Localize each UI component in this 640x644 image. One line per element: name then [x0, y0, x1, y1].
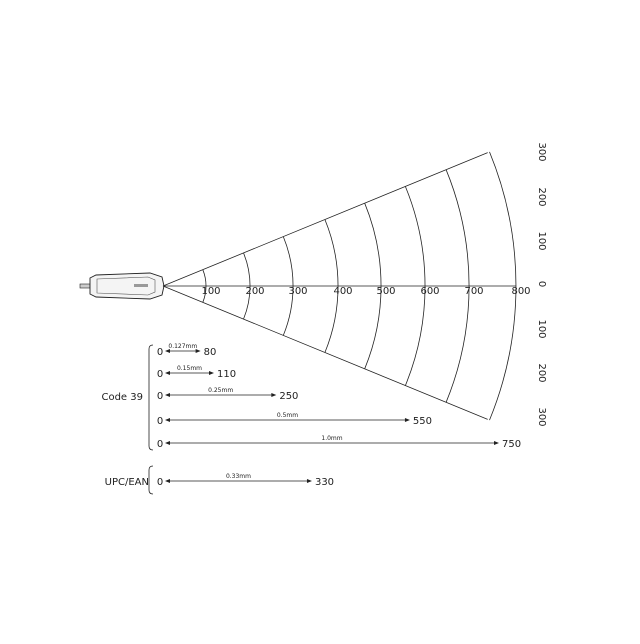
h-tick-label: 400	[333, 286, 353, 297]
h-tick-label: 600	[420, 286, 440, 297]
v-tick-label: 300	[536, 407, 547, 427]
row-end-label: 750	[502, 439, 522, 450]
h-tick-label: 700	[464, 286, 484, 297]
h-tick-label: 800	[511, 286, 531, 297]
h-tick-label: 300	[288, 286, 308, 297]
row-end-label: 80	[203, 347, 217, 358]
row-start-label: 0	[156, 439, 164, 450]
v-tick-label: 100	[536, 319, 547, 339]
group-label: Code 39	[101, 392, 143, 403]
arrow-right-icon	[307, 479, 312, 483]
arrow-left-icon	[165, 418, 170, 422]
v-tick-label: 0	[536, 280, 547, 288]
row-end-label: 330	[314, 477, 335, 488]
row-start-label: 0	[156, 347, 164, 358]
arrow-left-icon	[165, 393, 170, 397]
arrow-right-icon	[209, 371, 214, 375]
h-tick-label: 100	[201, 286, 221, 297]
arrow-right-icon	[405, 418, 410, 422]
row-end-label: 550	[412, 416, 433, 427]
bar-size-label: 1.0mm	[321, 435, 343, 442]
arrow-right-icon	[271, 393, 276, 397]
row-start-label: 0	[156, 369, 164, 380]
group-label: UPC/EAN	[104, 477, 149, 488]
v-tick-label: 100	[536, 231, 547, 251]
v-tick-label: 200	[536, 187, 547, 207]
range-group	[101, 343, 521, 450]
row-start-label: 0	[156, 477, 164, 488]
row-start-label: 0	[156, 391, 164, 402]
bar-size-label: 0.5mm	[276, 412, 299, 419]
scanner-icon	[80, 273, 164, 299]
vertical-axis-ticks	[536, 142, 547, 426]
row-start-label: 0	[156, 416, 164, 427]
arrow-right-icon	[494, 441, 499, 445]
row-end-label: 250	[279, 391, 299, 402]
arrow-left-icon	[165, 479, 170, 483]
arrow-left-icon	[165, 441, 170, 445]
horizontal-axis-ticks	[201, 286, 530, 297]
arrow-left-icon	[165, 371, 170, 375]
bar-size-label: 0.15mm	[176, 365, 203, 372]
v-tick-label: 200	[536, 363, 547, 383]
row-end-label: 110	[216, 369, 237, 380]
h-tick-label: 500	[376, 286, 396, 297]
h-tick-label: 200	[245, 286, 265, 297]
bar-size-label: 0.33mm	[225, 473, 252, 480]
bar-size-label: 0.25mm	[208, 387, 234, 394]
range-group	[105, 466, 334, 494]
group-bracket	[149, 466, 153, 494]
bar-size-label: 0.127mm	[168, 343, 198, 350]
group-bracket	[149, 345, 153, 450]
fan-upper-edge	[163, 153, 488, 286]
v-tick-label: 300	[536, 142, 547, 162]
